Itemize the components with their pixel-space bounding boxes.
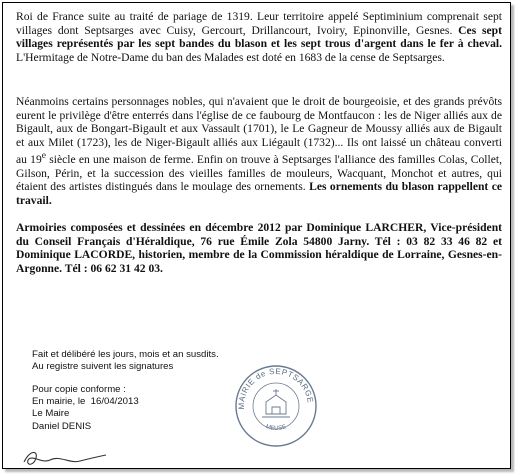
date-value: 16/04/2013 <box>90 396 139 408</box>
seal-bottom-text: MEUSE <box>264 424 288 433</box>
certification-date-line <box>32 396 139 408</box>
mayor-title: Le Maire <box>32 408 70 420</box>
nobility-paragraph <box>16 95 502 208</box>
paragraph-bold-text: Les ornements du blason rappellent ce travail. <box>16 180 502 208</box>
certification-title: Pour copie conforme : <box>32 384 126 395</box>
handwritten-signature <box>20 444 110 475</box>
paragraph-text: Néanmoins certains personnages nobles, qui n'avaient que le droit de bourgeoisie, et des grands prévôts eurent le privilège d'être enterrés dans l'église de ce faubourg de Montfaucon : les de Niger alliés aux de Bigault, aux de Bongart-Bigault et aux Vassault (1701), le Le Gagneur de Moussy alliés aux de Bigault et aux Milet (1723), les de Niger-Bigault alliés aux Liégault (1732)... Ils ont laissé un château converti au 19 <box>16 95 502 167</box>
date-label: En mairie, le <box>32 396 86 408</box>
town-hall-seal-stamp <box>232 362 320 455</box>
credits-paragraph <box>16 221 502 275</box>
paragraph-text: siècle en une maison de ferme. Enfin on trouve à Septsarges l'alliance des familles Colas, Collet, Gilson, Périn, et la succession des vieilles familles de mouleurs, Wacquant, Monchot et autres, qui étaient des artistes distingués dans le moulage des ornements. <box>16 153 502 194</box>
paragraph-bold-text: Ces sept villages représentés par les sept bandes du blason et les sept trous d'argent dans le fer à cheval. <box>16 23 502 51</box>
decree-line: Au registre suivent les signatures <box>32 361 174 373</box>
paragraph-text: Roi de France suite au traité de pariage de 1319. Leur territoire appelé Septiminium comprenait sept villages dont Septsarges avec Cuisy, Gercourt, Drillancourt, Ivoiry, Epinonville, Gesnes. <box>16 10 502 37</box>
certification-block <box>32 384 139 433</box>
superscript: e <box>41 150 47 162</box>
paragraph-text: L'Hermitage de Notre-Dame du ban des Malades est doté en 1683 de la cense de Septsarges. <box>16 50 445 64</box>
svg-text:MEUSE <box>265 424 287 432</box>
decree-block <box>32 349 219 373</box>
history-paragraph <box>16 10 502 64</box>
decree-line: Fait et délibéré les jours, mois et an susdits. <box>32 349 219 360</box>
credits-text: Armoiries composées et dessinées en décembre 2012 par Dominique LARCHER, Vice-président du Conseil Français d'Héraldique, 76 rue Émile Zola 54800 Jarny. Tél : 03 82 33 46 82 et Dominique LACORDE, historien, membre de la Commission héraldique de Lorraine, Gesnes-en-Argonne. Tél : 06 62 31 42 03. <box>16 221 502 275</box>
seal-emblem-icon <box>262 389 290 417</box>
seal-top-text: MAIRIE de SEPTSARGE <box>236 366 315 410</box>
mayor-name: Daniel DENIS <box>32 420 92 432</box>
svg-text:MAIRIE de SEPTSARGES <box>232 362 315 409</box>
